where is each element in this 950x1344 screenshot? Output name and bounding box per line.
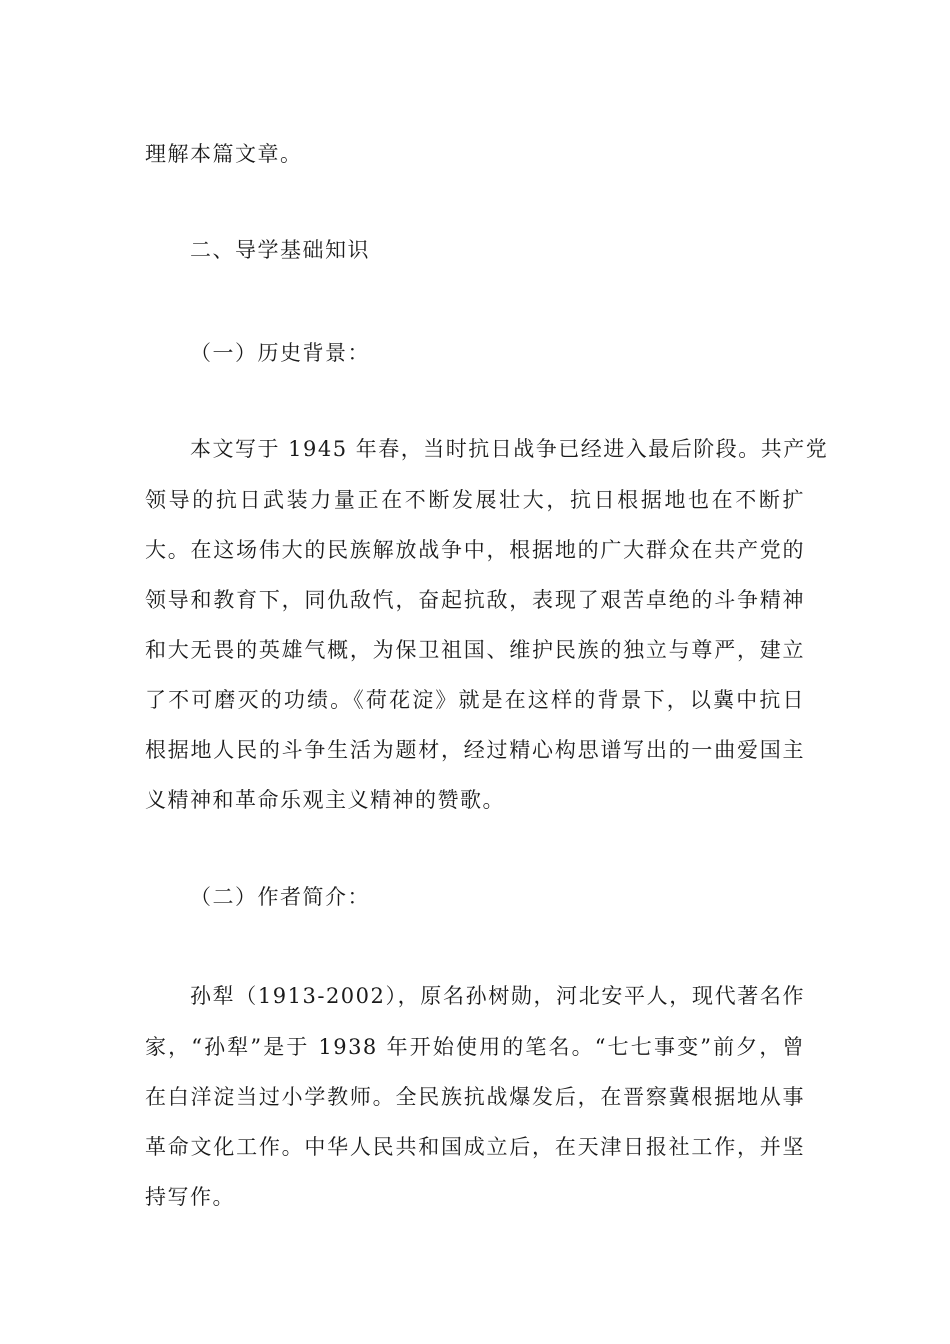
paragraph-line: 义精神和革命乐观主义精神的赞歌。 [145,788,505,812]
paragraph-line: 根据地人民的斗争生活为题材，经过精心构思谱写出的一曲爱国主 [145,738,805,762]
author-intro-heading: （二）作者简介： [190,885,370,909]
paragraph-line: 家，“孙犁”是于 1938 年开始使用的笔名。“七七事变”前夕，曾 [145,1035,805,1059]
paragraph-line: 和大无畏的英雄气概，为保卫祖国、维护民族的独立与尊严，建立 [145,638,805,662]
paragraph-line: 革命文化工作。中华人民共和国成立后，在天津日报社工作，并坚 [145,1135,805,1159]
paragraph-line: 本文写于 1945 年春，当时抗日战争已经进入最后阶段。共产党 [190,437,829,461]
paragraph-line: 领导和教育下，同仇敌忾，奋起抗敌，表现了艰苦卓绝的斗争精神 [145,588,805,612]
paragraph-line: 领导的抗日武装力量正在不断发展壮大，抗日根据地也在不断扩 [145,488,805,512]
section-heading: 二、导学基础知识 [190,238,370,262]
paragraph-line: 大。在这场伟大的民族解放战争中，根据地的广大群众在共产党的 [145,538,805,562]
paragraph-line: 在白洋淀当过小学教师。全民族抗战爆发后，在晋察冀根据地从事 [145,1085,805,1109]
paragraph-line: 孙犁（1913-2002），原名孙树勋，河北安平人，现代著名作 [190,984,805,1008]
paragraph-line: 了不可磨灭的功绩。《荷花淀》就是在这样的背景下，以冀中抗日 [145,688,805,712]
paragraph-line: 持写作。 [145,1185,235,1209]
history-background-heading: （一）历史背景： [190,341,370,365]
intro-tail-text: 理解本篇文章。 [145,142,303,166]
